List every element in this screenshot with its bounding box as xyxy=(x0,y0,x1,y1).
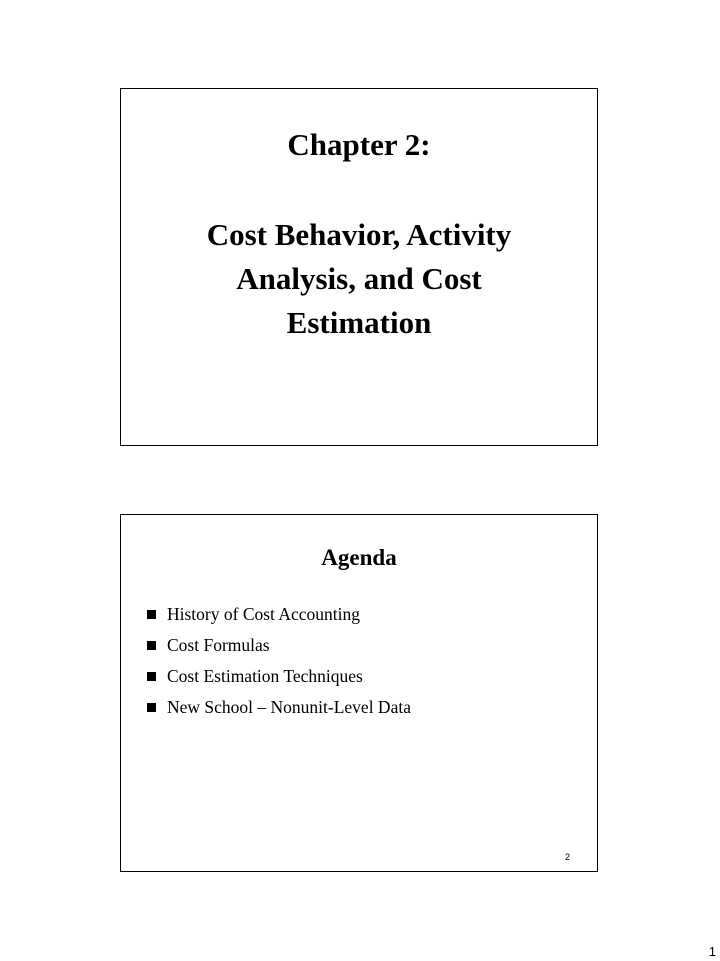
list-item-text: New School – Nonunit-Level Data xyxy=(167,697,411,717)
list-item-text: History of Cost Accounting xyxy=(167,604,360,624)
chapter-title-line-3: Estimation xyxy=(286,305,432,340)
slide-number: 2 xyxy=(564,852,570,862)
agenda-heading: Agenda xyxy=(321,545,397,570)
square-bullet-icon xyxy=(147,703,156,712)
page-number: 1 xyxy=(708,944,716,959)
chapter-title xyxy=(141,213,577,345)
list-item xyxy=(147,661,411,692)
chapter-title-line-1: Cost Behavior, Activity xyxy=(206,217,512,252)
square-bullet-icon xyxy=(147,672,156,681)
list-item xyxy=(147,630,411,661)
chapter-label: Chapter 2: xyxy=(287,127,431,162)
chapter-title-line-2: Analysis, and Cost xyxy=(236,261,482,296)
slide-1-title-slide xyxy=(120,88,598,446)
list-item-text: Cost Estimation Techniques xyxy=(167,666,363,686)
list-item-text: Cost Formulas xyxy=(167,635,270,655)
list-item xyxy=(147,692,411,723)
list-item xyxy=(147,599,411,630)
slide-2-agenda xyxy=(120,514,598,872)
square-bullet-icon xyxy=(147,610,156,619)
agenda-list xyxy=(147,599,411,723)
square-bullet-icon xyxy=(147,641,156,650)
